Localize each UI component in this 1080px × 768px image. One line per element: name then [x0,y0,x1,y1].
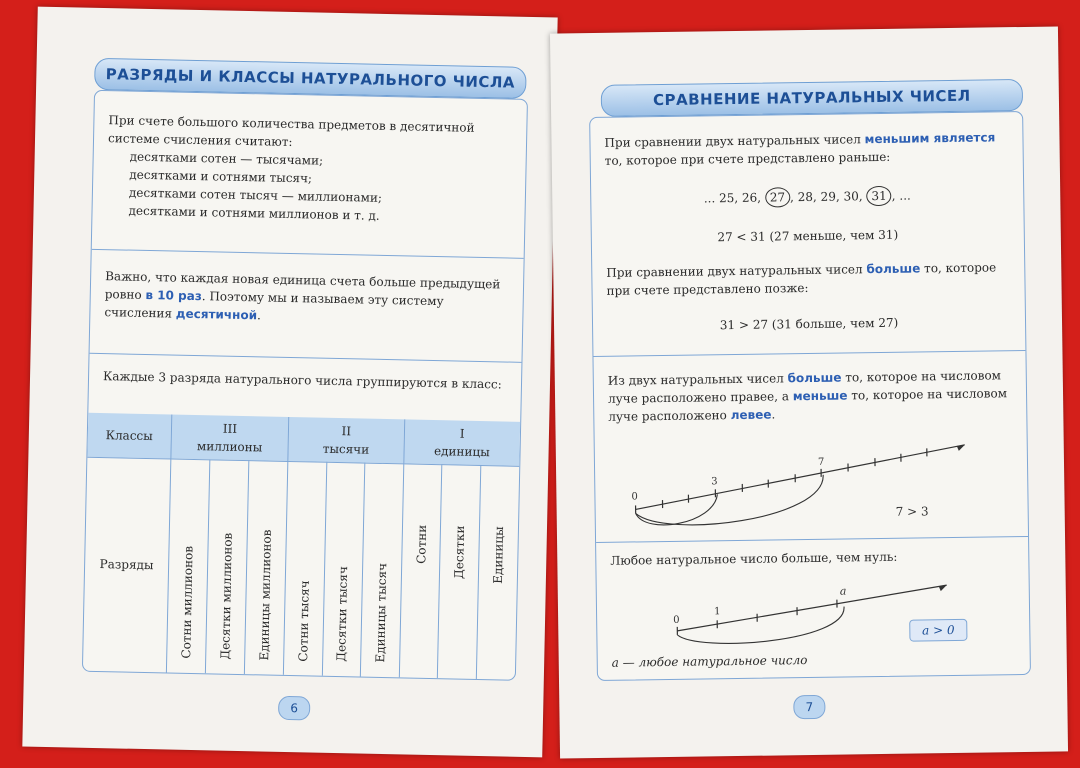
left-content-frame [82,90,528,681]
divider [593,350,1025,357]
page-number-right: 7 [793,695,825,719]
classes-table [83,413,520,680]
class-num-thousands: II [341,423,352,439]
razryady-label: Разряды [83,457,171,673]
ray-text-a: Из двух натуральных чисел [607,371,788,388]
classes-table-wrap [83,413,520,680]
ray-highlight-less: меньше [792,388,848,404]
ray-text-c: то, которое на числовом луче расположено [608,386,1008,424]
razryad-label: Сотни тысяч [296,579,312,662]
zero-paragraph: Любое натуральное число больше, чем нуль: [610,549,898,568]
ray2-label-0: 0 [673,614,680,626]
ray-result: 7 > 3 [895,504,929,519]
seq-circled-27: 27 [765,187,791,207]
left-page-title: РАЗРЯДЫ И КЛАССЫ НАТУРАЛЬНОГО ЧИСЛА [105,65,516,92]
number-ray-1 [624,422,1005,527]
less-text-a: При сравнении двух натуральных чисел [604,132,865,150]
ray2-label-a: a [839,584,847,598]
razryad-label: Десятки миллионов [218,532,235,660]
ray-label-0: 0 [631,491,638,503]
left-page [22,7,557,758]
razryad-cell [166,459,210,674]
divider [92,249,524,259]
divider [90,353,522,363]
seq-part: , ... [891,188,911,203]
decimal-highlight-10: в 10 раз [145,287,202,304]
class-num-millions: III [222,421,238,436]
arc-to-a [677,607,845,645]
razryad-label: Сотни миллионов [179,546,196,660]
decimal-paragraph [90,267,523,330]
razryad-label: Единицы [490,525,507,584]
seq-part: ... 25, 26, [703,190,765,206]
ray-paragraph [594,366,1027,426]
greater-highlight: больше [866,261,921,277]
less-highlight: меньшим является [864,130,996,147]
number-sequence [591,184,1023,210]
classes-header-label: Классы [87,413,171,459]
right-content-frame [589,111,1031,681]
counting-paragraph [92,111,526,228]
right-page [550,26,1068,758]
razryad-cell [399,463,442,678]
less-text-b: то, которое при счете представлено раньше: [604,149,891,168]
razryad-cell [322,462,365,677]
arc-to-3 [635,494,717,525]
seq-part: , 28, 29, 30, [790,189,867,205]
inequality-less: 27 < 31 (27 меньше, чем 31) [717,227,899,245]
arc-to-7 [635,475,824,526]
ray-ticks [677,600,837,635]
decimal-text-end: . [256,308,262,323]
razryad-cell [360,463,403,678]
razryad-cell [438,464,481,679]
ray-text-end: . [771,407,776,422]
page-number-left: 6 [278,696,310,721]
class-name-millions: миллионы [196,438,263,455]
class-header-units [403,419,520,465]
divider [596,536,1028,543]
ray-text-b: то, которое на числовом луче расположено правее, а [607,368,1002,406]
ray-label-3: 3 [711,476,718,488]
ray2-label-1: 1 [713,606,721,618]
class-header-thousands [288,417,404,463]
razryad-cell [476,465,519,680]
counting-line-3: десятками сотен тысяч — миллионами; [128,185,383,205]
ray-label-7: 7 [817,456,825,468]
class-name-units: единицы [433,443,490,459]
razryad-cell [205,459,249,674]
greater-text-a: При сравнении двух натуральных чисел [606,262,867,280]
decimal-text-a: Важно, что каждая новая единица счета больше предыдущей ровно [104,269,501,302]
razryad-label: Сотни [413,524,429,564]
razryad-label: Десятки [452,524,468,579]
seq-circled-31: 31 [866,186,892,206]
decimal-highlight-word: десятичной [175,306,258,323]
razryad-label: Десятки тысяч [334,566,351,663]
counting-line-2: десятками и сотнями тысяч; [129,167,313,186]
class-num-units: I [459,426,465,441]
a-greater-zero-box: a > 0 [909,619,967,642]
counting-line-1: десятками сотен — тысячами; [129,149,324,168]
razryad-cell [284,461,327,676]
decimal-text-b: . Поэтому мы и называем эту систему счисления [104,289,444,321]
class-name-thousands: тысячи [322,441,370,457]
ray-line [635,445,966,510]
counting-intro: При счете большого количества предметов в десятичной системе счисления считают: [107,113,475,149]
ray-highlight-left: левее [730,407,772,423]
natural-note: a — любое натуральное число [611,653,808,670]
class-header-millions [171,415,289,461]
greater-text-b: то, которое при счете представлено позже: [606,260,997,298]
counting-line-4: десятками и сотнями миллионов и т. д. [128,203,380,223]
right-page-title: СРАВНЕНИЕ НАТУРАЛЬНЫХ ЧИСЕЛ [652,86,971,110]
razryad-cell [244,460,288,675]
ray-highlight-greater: больше [787,370,842,386]
razryad-label: Единицы миллионов [257,529,274,661]
inequality-greater: 31 > 27 (31 больше, чем 27) [719,315,899,333]
group-paragraph: Каждые 3 разряда натурального числа группируются в класс: [102,369,502,392]
razryad-label: Единицы тысяч [373,563,390,664]
less-paragraph [590,128,1022,170]
greater-paragraph [592,258,1024,300]
